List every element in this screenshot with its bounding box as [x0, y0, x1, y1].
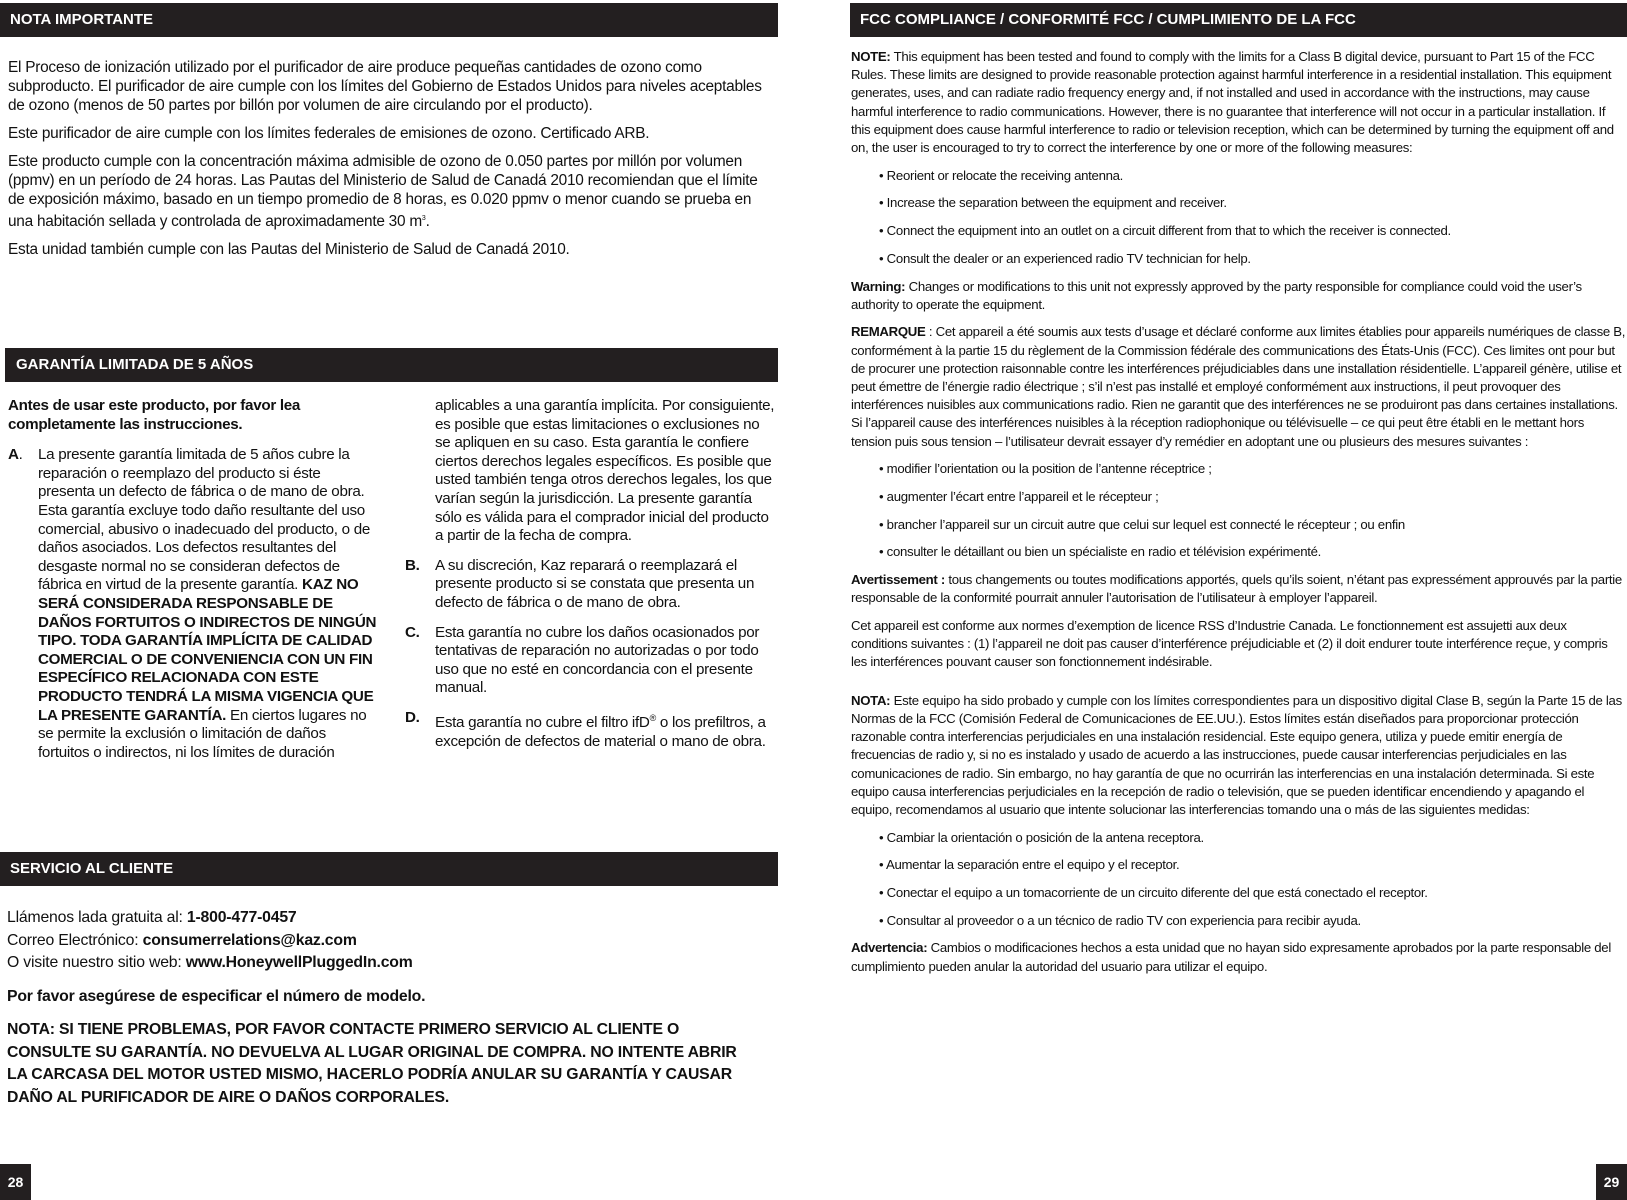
servicio-contact	[7, 907, 767, 1109]
fcc-fr-bullet: • augmenter l’écart entre l’appareil et le récepteur ;	[879, 489, 1159, 505]
fcc-fr-rss: Cet appareil est conforme aux normes d’exemption de licence RSS d’Industrie Canada. Le fonctionnement est assujetti aux deux conditions suivantes : (1) l’appareil ne doit pas causer d’interférence préjudiciable et (2) il doit endurer toute interférence reçue, y compris les interférences pouvant causer son fonctionnement indésirable.	[851, 618, 1608, 670]
item-a-continuation: aplicables a una garantía implícita. Por consiguiente, es posible que estas limitaciones o exclusiones no se apliquen en su caso. Esta garantía le confiere ciertos derechos legales específicos. Es posible que usted también tenga otros derechos legales, los que varían según la jurisdicción. La presente garantía sólo es válida para el comprador inicial del producto a partir de la fecha de compra.	[435, 397, 775, 545]
garantia-item-a-cont	[405, 397, 778, 546]
ozone-paragraph-1: El Proceso de ionización utilizado por el purificador de aire produce pequeñas cantidades de ozono como subproducto. El purificador de aire cumple con los límites del Gobierno de Estados Unidos para niveles aceptables de ozono (menos de 50 partes por billón por volumen de aire circulando por el producto).	[8, 59, 762, 114]
item-a-letter: A	[8, 446, 19, 464]
fcc-fr-remarque: REMARQUE : Cet appareil a été soumis aux tests d’usage et déclaré conforme aux limites établies pour appareils numériques de classe B, conformément à la partie 15 du règlement de la Commission fédérale des communications des États-Unis (FCC). Ces limites ont pour but de procurer une protection raisonnable contre les interférences préjudiciables dans une installation résidentielle. L’appareil génère, utilise et peut émettre de l’énergie radio électrique ; s’il n’est pas installé et employé conformément aux instructions, il peut provoquer des interférences nuisibles aux communications radio. Rien ne garantit que des interférences ne se produiront pas dans certaines installations. Si l’appareil cause des interférences nuisibles à la réception radiophonique ou télévisuelle – ce qui peut être établi en le mettant hors tension puis sous tension – l’utilisateur devrait essayer d’y remédier en adoptant une ou plusieurs des mesures suivantes :	[851, 324, 1626, 449]
fcc-es-bullet: • Conectar el equipo a un tomacorriente de un circuito diferente del que está conectado el receptor.	[879, 885, 1428, 901]
item-a-rest: En ciertos lugares no se permite la exclusión o limitación de daños fortuitos o indirectos, ni los límites de duración	[38, 706, 367, 761]
fcc-fr-bullet: • brancher l’appareil sur un circuit autre que celui sur lequel est connecté le récepteur ; ou enfin	[879, 516, 1405, 532]
phone-line: Llámenos lada gratuita al: 1-800-477-0457	[7, 909, 297, 926]
item-d-text: Esta garantía no cubre el filtro ifD	[435, 713, 650, 731]
nota-importante-body	[8, 58, 763, 268]
fcc-fr-bullet: • modifier l’orientation ou la position de l’antenne réceptrice ;	[879, 461, 1212, 477]
item-b-text: A su discreción, Kaz reparará o reemplazará el presente producto si se constata que presenta un defecto de fábrica o de mano de obra.	[435, 556, 755, 611]
page-number-28: 28	[0, 1164, 31, 1200]
garantia-column-left	[8, 397, 380, 772]
item-c-letter: C.	[405, 623, 420, 641]
item-a-text: La presente garantía limitada de 5 años cubre la reparación o reemplazo del producto si éste presenta un defecto de fábrica o de mano de obra. Esta garantía excluye todo daño resultante del uso comercial, abusivo o inadecuado del producto, o de daños asociados. Los defectos resultantes del desgaste normal no se consideran defectos de fábrica en virtud de la presente garantía.	[38, 446, 371, 594]
fcc-es-bullet: • Consultar al proveedor o a un técnico de radio TV con experiencia para recibir ayuda.	[879, 912, 1361, 928]
fcc-en-warning: Warning: Changes or modifications to this unit not expressly approved by the party responsible for compliance could void the user’s authority to operate the equipment.	[851, 278, 1582, 312]
item-c-text: Esta garantía no cubre los daños ocasionados por tentativas de reparación no autorizadas o por todo uso que no esté en concordancia con el presente manual.	[435, 623, 760, 697]
garantia-item-a: A. La presente garantía limitada de 5 años cubre la reparación o reemplazo del producto si éste presenta un defecto de fábrica o de mano de obra. Esta garantía excluye todo daño resultante del uso comercial, abusivo o inadecuado del producto, o de daños asociados. Los defectos resultantes del desgaste normal no se consideran defectos de fábrica en virtud de la presente garantía. KAZ NO SERÁ CONSIDERADA RESPONSABLE DE DAÑOS FORTUITOS O INDIRECTOS DE NINGÚN TIPO. TODA GARANTÍA IMPLÍCITA DE CALIDAD COMERCIAL O DE CONVENIENCIA CON UN FIN ESPECÍFICO RELACIONADA CON ESTE PRODUCTO TENDRÁ LA MISMA VIGENCIA QUE LA PRESENTE GARANTÍA. En ciertos lugares no se permite la exclusión o limitación de daños fortuitos o indirectos, ni los límites de duración	[8, 446, 377, 761]
phone-number: 1-800-477-0457	[186, 909, 297, 926]
nota-importante-header: NOTA IMPORTANTE	[0, 3, 778, 37]
ozone-paragraph-4: Esta unidad también cumple con las Pautas del Ministerio de Salud de Canadá 2010.	[8, 241, 570, 259]
item-b-letter: B.	[405, 556, 420, 574]
servicio-warning: NOTA: SI TIENE PROBLEMAS, POR FAVOR CONTACTE PRIMERO SERVICIO AL CLIENTE O CONSULTE SU GARANTÍA. NO DEVUELVA AL LUGAR ORIGINAL DE COMPRA. NO INTENTE ABRIR LA CARCASA DEL MOTOR USTED MISMO, HACERLO PODRÍA ANULAR SU GARANTÍA Y CAUSAR DAÑO AL PURIFICADOR DE AIRE O DAÑOS CORPORALES.	[7, 1021, 737, 1106]
fcc-es-bullet: • Aumentar la separación entre el equipo y el receptor.	[879, 857, 1180, 873]
fcc-en-bullet: • Consult the dealer or an experienced radio TV technician for help.	[879, 250, 1251, 266]
garantia-intro: Antes de usar este producto, por favor lea completamente las instrucciones.	[8, 397, 301, 433]
garantia-item-d: D. Esta garantía no cubre el filtro ifD® o los prefiltros, a excepción de defectos de material o mano de obra.	[405, 708, 766, 750]
fcc-es-advertencia: Advertencia: Cambios o modificaciones hechos a esta unidad que no hayan sido expresamente aprobados por la parte responsable del cumplimiento pueden anular la autoridad del usuario para utilizar el equipo.	[851, 940, 1611, 974]
fcc-en-bullet: • Reorient or relocate the receiving antenna.	[879, 167, 1124, 183]
web-line: O visite nuestro sitio web: www.HoneywellPluggedIn.com	[7, 954, 413, 971]
garantia-item-c	[405, 624, 778, 698]
cubic-superscript: 3	[421, 215, 426, 222]
fcc-en-note: NOTE: This equipment has been tested and found to comply with the limits for a Class B digital device, pursuant to Part 15 of the FCC Rules. These limits are designed to provide reasonable protection against harmful interference in a residential installation. This equipment generates, uses, and can radiate radio frequency energy and, if not installed and used in accordance with the instructions, may cause harmful interference to radio communications. However, there is no guarantee that interference will not occur in a particular installation. If this equipment does cause harmful interference to radio or television reception, which can be determined by turning the equipment off and on, the user is encouraged to try to correct the interference by one or more of the following measures:	[851, 49, 1614, 156]
model-note: Por favor asegúrese de especificar el número de modelo.	[7, 987, 426, 1005]
fcc-en-bullet: • Increase the separation between the equipment and receiver.	[879, 195, 1227, 211]
fcc-body	[851, 48, 1626, 985]
fcc-es-nota: NOTA: Este equipo ha sido probado y cumple con los límites correspondientes para un dispositivo digital Clase B, según la Parte 15 de las Normas de la FCC (Comisión Federal de Comunicaciones de EE.UU.). Estos límites están diseñados para proporcionar protección razonable contra interferencias perjudiciales en una instalación residencial. Este equipo genera, utiliza y puede emitir energía de frecuencias de radio y, si no es instalado y usado de acuerdo a las instrucciones, puede causar interferencias perjudiciales en las comunicaciones de radio. Sin embargo, no hay garantía de que no ocurrirán las interferencias en una instalación determinada. Si este equipo causa interferencias perjudiciales en la recepción de radio o televisión, que se pueden identificar encendiendo y apagando el equipo, recomendamos al usuario que intente solucionar las interferencias tomando una o más de las siguientes medidas:	[851, 692, 1622, 817]
email-address: consumerrelations@kaz.com	[142, 931, 357, 949]
website-url: www.HoneywellPluggedIn.com	[185, 954, 413, 971]
fcc-en-bullet: • Connect the equipment into an outlet on a circuit different from that to which the receiver is connected.	[879, 223, 1451, 239]
fcc-fr-avertissement: Avertissement : tous changements ou toutes modifications apportés, quels qu’ils soient, n’étant pas expressément approuvés par la partie responsable de la conformité pourrait annuler l’autorisation de l’utilisateur à employer l’appareil.	[851, 572, 1622, 606]
fcc-fr-bullet: • consulter le détaillant ou bien un spécialiste en radio et télévision expérimenté.	[879, 544, 1321, 560]
garantia-column-right	[405, 397, 778, 761]
page-number-29: 29	[1596, 1164, 1627, 1200]
garantia-item-b	[405, 557, 778, 613]
item-a-disclaimer: KAZ NO SERÁ CONSIDERADA RESPONSABLE DE DAÑOS FORTUITOS O INDIRECTOS DE NINGÚN TIPO. TODA GARANTÍA IMPLÍCITA DE CALIDAD COMERCIAL O DE CONVENIENCIA CON UN FIN ESPECÍFICO RELACIONADA CON ESTE PRODUCTO TENDRÁ LA MISMA VIGENCIA QUE LA PRESENTE GARANTÍA.	[38, 576, 377, 724]
registered-mark: ®	[649, 712, 656, 723]
email-line: Correo Electrónico: consumerrelations@kaz.com	[7, 931, 357, 949]
ozone-paragraph-3: Este producto cumple con la concentración máxima admisible de ozono de 0.050 partes por millón por volumen (ppmv) en un período de 24 horas. Las Pautas del Ministerio de Salud de Canadá 2010 recomiendan que el límite de exposición máximo, basado en un tiempo promedio de 8 horas, es 0.020 ppmv o menor cuando se prueba en una habitación sellada y controlada de aproximadamente 30 $m^3$.	[8, 153, 758, 231]
servicio-header: SERVICIO AL CLIENTE	[0, 852, 778, 886]
garantia-header: GARANTÍA LIMITADA DE 5 AÑOS	[5, 348, 778, 382]
item-d-letter: D.	[405, 708, 420, 726]
fcc-header: FCC COMPLIANCE / CONFORMITÉ FCC / CUMPLIMIENTO DE LA FCC	[850, 3, 1627, 37]
fcc-es-bullet: • Cambiar la orientación o posición de la antena receptora.	[879, 829, 1204, 845]
ozone-paragraph-2: Este purificador de aire cumple con los límites federales de emisiones de ozono. Certificado ARB.	[8, 125, 650, 142]
